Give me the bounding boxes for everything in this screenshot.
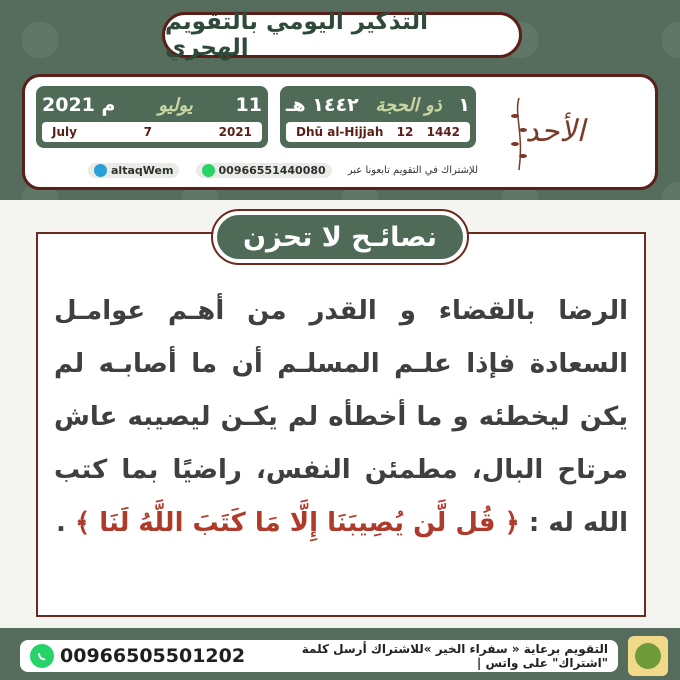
section-title (213, 211, 467, 263)
contact-row (88, 160, 478, 180)
logo-emblem-icon (635, 643, 661, 669)
hijri-year-num: 1442 (426, 125, 460, 139)
hijri-day-num: 12 (396, 125, 414, 139)
gregorian-month-ar: يوليو (158, 94, 193, 116)
whatsapp-icon (30, 644, 54, 668)
gregorian-year: 2021 (42, 94, 95, 116)
hijri-day: ١ (458, 94, 470, 116)
gregorian-day: 11 (235, 94, 262, 116)
advice-end: . (56, 508, 75, 538)
advice-body: الرضا بالقضاء و القدر من أهـم عوامـل السعادة فإذا علـم المسلـم أن ما أصابـه لم يكن ليخطئه و ما أخطأه لم يكـن ليصيبه عاش مرتاح البال، مطمئن النفس، راضيًا بما كتب الله له : (54, 296, 628, 538)
gregorian-year-group (42, 94, 115, 116)
page-title-text: التذكير اليومي بالتقويم الهجري (165, 9, 429, 61)
hijri-month-ar: ذو الحجة (375, 94, 442, 116)
telegram-contact[interactable] (88, 163, 179, 178)
gregorian-month-en: July (52, 125, 77, 139)
whatsapp-contact[interactable] (196, 163, 332, 178)
hijri-month-en: Dhū al-Hijjah (296, 125, 384, 139)
gregorian-day-num: 7 (143, 125, 152, 139)
telegram-icon (94, 164, 107, 177)
gregorian-year-num: 2021 (218, 125, 252, 139)
gregorian-date-top (42, 90, 262, 120)
whatsapp-number: 00966551440080 (218, 163, 326, 177)
footer-bar (20, 640, 618, 672)
day-name: الأحد (525, 113, 585, 149)
quran-verse: ﴿ قُل لَّن يُصِيبَنَا إِلَّا مَا كَتَبَ اللَّهُ لَنَا ﴾ (74, 508, 520, 538)
hijri-date (280, 86, 476, 148)
footer-text: التقويم برعاية « سفراء الخير »للاشتراك أرسل كلمة "اشتراك" على واتس | (301, 642, 608, 670)
footer-phone: 00966505501202 (60, 645, 246, 667)
footer-phone-group[interactable] (30, 644, 245, 668)
gregorian-suffix: م (101, 94, 116, 116)
hijri-date-top (286, 90, 470, 120)
advice-text (54, 285, 628, 605)
gregorian-date-bottom (42, 122, 262, 142)
gregorian-date (36, 86, 268, 148)
hijri-year: ١٤٤٢ (312, 94, 359, 116)
whatsapp-icon (202, 164, 215, 177)
hijri-year-group (286, 94, 359, 116)
page-title (162, 9, 522, 61)
section-title-text: نصائـح لا تحزن (242, 221, 438, 253)
telegram-handle: altaqWem (111, 163, 174, 177)
sponsor-logo-icon (628, 636, 668, 676)
subscribe-note: للإشتراك في التقويم تابعونا عبر (347, 164, 478, 176)
hijri-suffix: هـ (286, 94, 306, 116)
hijri-date-bottom (286, 122, 470, 142)
